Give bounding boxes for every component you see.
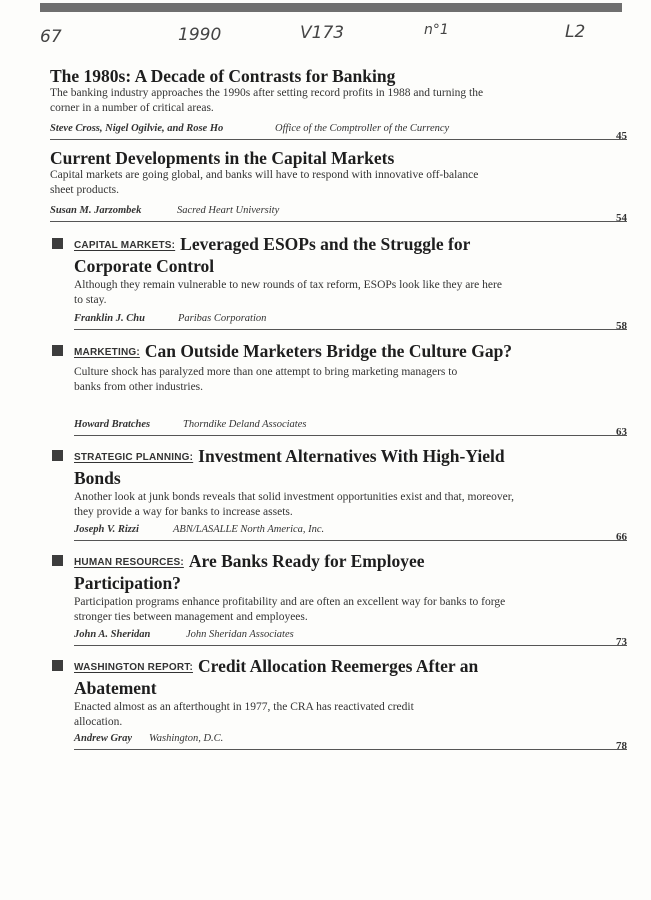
handwritten-note: 1990 <box>178 25 222 45</box>
article-title[interactable]: Are Banks Ready for Employee Participation? <box>74 551 425 593</box>
article-title[interactable]: The 1980s: A Decade of Contrasts for Banking <box>50 66 396 86</box>
article-title[interactable]: Current Developments in the Capital Markets <box>50 148 395 168</box>
article-category: MARKETING: <box>74 347 140 358</box>
article-page-number: 78 <box>616 740 627 752</box>
article-affiliation: Washington, D.C. <box>149 733 224 744</box>
article-affiliation: Sacred Heart University <box>177 205 280 216</box>
article-byline <box>74 523 627 541</box>
article-page-number: 45 <box>616 130 627 142</box>
article-authors: Steve Cross, Nigel Ogilvie, and Rose Ho <box>50 123 224 134</box>
article-byline <box>50 204 627 222</box>
article-title[interactable]: Can Outside Marketers Bridge the Culture Gap? <box>144 341 513 361</box>
article-page-number: 66 <box>616 531 627 543</box>
category-bullet-icon <box>52 555 63 566</box>
article-category: WASHINGTON REPORT: <box>74 662 193 673</box>
article-description: Although they remain vulnerable to new rounds of tax reform, ESOPs look like they are here to stay. <box>74 279 502 306</box>
article-page-number: 54 <box>616 212 627 224</box>
article-authors: Franklin J. Chu <box>74 313 145 324</box>
article-title[interactable]: Investment Alternatives With High-Yield Bonds <box>74 446 505 488</box>
article-authors: Susan M. Jarzombek <box>50 205 142 216</box>
article-byline <box>74 732 627 750</box>
category-bullet-icon <box>52 450 63 461</box>
handwritten-note: L2 <box>565 22 586 42</box>
article-description: Another look at junk bonds reveals that solid investment opportunities exist and that, moreover, they provide a way for banks to increase assets. <box>74 491 514 518</box>
category-bullet-icon <box>52 660 63 671</box>
article-affiliation: Office of the Comptroller of the Currency <box>275 123 450 134</box>
article-byline <box>74 418 627 436</box>
handwritten-notes <box>0 22 651 50</box>
category-bullet-icon <box>52 238 63 249</box>
article-category: CAPITAL MARKETS: <box>74 240 176 251</box>
article-authors: Andrew Gray <box>74 733 133 744</box>
article-affiliation: Thorndike Deland Associates <box>183 419 307 430</box>
article-description: Culture shock has paralyzed more than one attempt to bring marketing managers to banks from other industries. <box>74 366 458 393</box>
article-title[interactable]: Credit Allocation Reemerges After an Abatement <box>74 656 479 698</box>
article-page-number: 58 <box>616 320 627 332</box>
article-page-number: 73 <box>616 636 627 648</box>
article-category: STRATEGIC PLANNING: <box>74 452 194 463</box>
article-byline <box>50 122 627 140</box>
article-affiliation: John Sheridan Associates <box>186 629 294 640</box>
handwritten-note: 67 <box>40 27 62 47</box>
article-affiliation: Paribas Corporation <box>178 313 267 324</box>
article-description: Capital markets are going global, and banks will have to respond with innovative off-balance sheet products. <box>50 169 479 196</box>
article-authors: Joseph V. Rizzi <box>74 524 139 535</box>
article-byline <box>74 628 627 646</box>
article-byline <box>74 312 627 330</box>
handwritten-note: V173 <box>300 23 345 43</box>
article-authors: Howard Bratches <box>74 419 151 430</box>
article-description: Enacted almost as an afterthought in 1977, the CRA has reactivated credit allocation. <box>74 701 414 728</box>
article-affiliation: ABN/LASALLE North America, Inc. <box>173 524 325 535</box>
article-page-number: 63 <box>616 426 627 438</box>
top-border-bar <box>40 3 622 12</box>
article-description: Participation programs enhance profitability and are often an excellent way for banks to forge stronger ties between management and employees. <box>74 596 506 623</box>
category-bullet-icon <box>52 345 63 356</box>
handwritten-note: n°1 <box>424 22 449 38</box>
article-title[interactable]: Leveraged ESOPs and the Struggle for Corporate Control <box>74 234 471 276</box>
article-authors: John A. Sheridan <box>74 629 151 640</box>
article-description: The banking industry approaches the 1990s after setting record profits in 1988 and turning the corner in a number of critical areas. <box>50 87 484 114</box>
article-category: HUMAN RESOURCES: <box>74 557 184 568</box>
